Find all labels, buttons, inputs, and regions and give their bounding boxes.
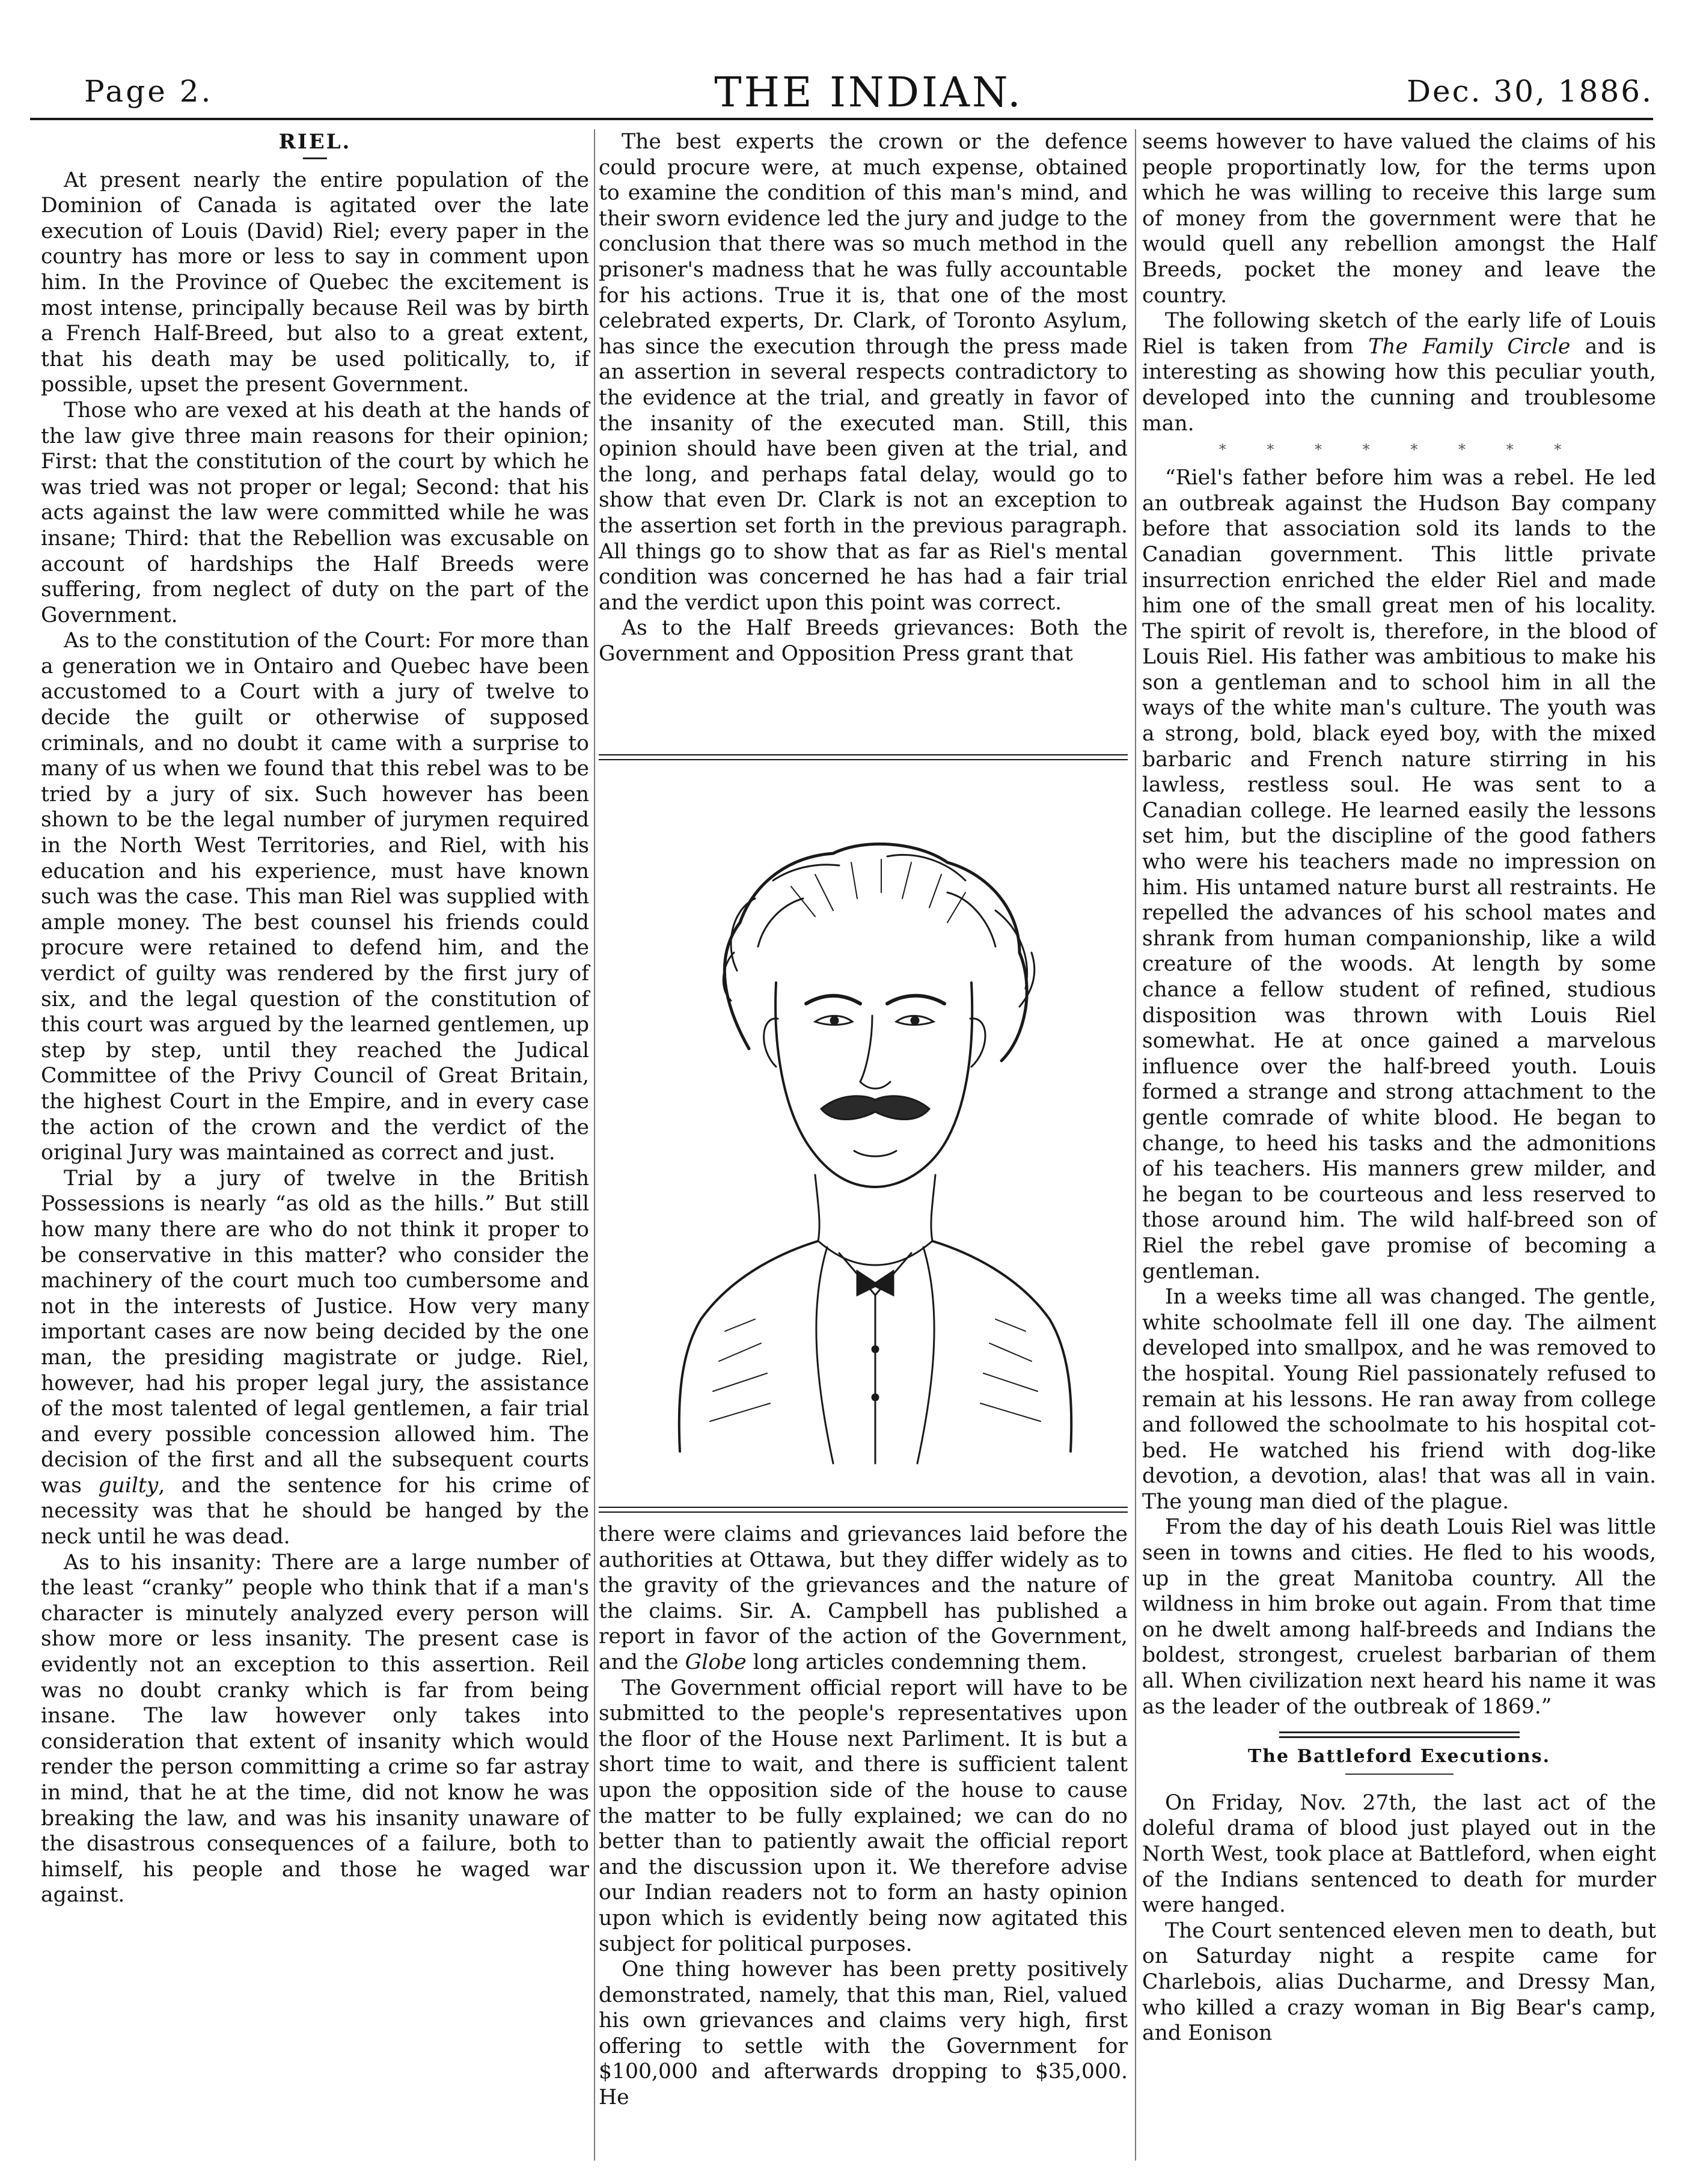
text-run: long articles condemning them. [746,1650,1087,1674]
article-title-riel: RIEL. [278,130,352,154]
paragraph [41,1166,589,1550]
paragraph: The Court sentenced eleven men to death, but on Saturday night a respite came for Charlebois, alias Ducharme, and Dressy Man, who killed a crazy woman in Big Bear's camp, and Eonison [1142,1918,1656,2046]
paper-title: THE INDIAN. [714,69,1023,117]
column-divider [594,129,595,2161]
paragraph: “Riel's father before him was a rebel. He led an outbreak against the Hudson Bay company before that association sold its lands to the Canadian government. This little private insurrection enriched the elder Riel and made him one of the small great men of his locality. The spirit of revolt is, therefore, in the blood of Louis Riel. His father was ambitious to make his son a gentleman and to school him in all the ways of the white man's culture. The youth was a strong, bold, black eyed boy, with the mixed barbaric and French nature stirring in his lawless, restless soul. He was sent to a Canadian college. He learned easily the lessons set him, but the discipline of the good fathers who were his teachers made no impression on him. His untamed nature burst all restraints. He repelled the advances of his school mates and shrank from human companionship, like a wild creature of the woods. At length by some chance a fellow student of refined, studious disposition was thrown with Louis Riel somewhat. He at once gained a marvelous influence over the half-breed youth. Louis formed a strange and strong attachment to the gentle comrade of white blood. He began to change, to heed his tasks and the admonitions of his teachers. His manners grew milder, and he began to be courteous and less reserved to those around him. The wild half-breed son of Riel the rebel gave promise of becoming a gentleman. [1142,466,1656,1284]
frame-rule [599,759,1128,760]
italic-source: The Family Circle [1368,334,1571,359]
portrait-engraving [635,790,1092,1487]
paragraph: seems however to have valued the claims of his people proportinatly low, for the terms upon which he was willing to receive this large sum of money from the government were that he would quell any rebellion amongst the Half Breeds, pocket the money and leave the country. [1142,130,1656,308]
paragraph: At present nearly the entire population of the Dominion of Canada is agitated over the late execution of Louis (David) Riel; every paper in the country has more or less to say in comment upon him. In the Province of Quebec the excitement is most intense, principally because Reil was by birth a French Half-Breed, but also to a great extent, that his death may be used politically, to, if possible, upset the present Government. [41,168,589,397]
paragraph: The Government official report will have to be submitted to the people's representatives upon the floor of the House next Parliment. It is but a short time to wait, and there is sufficient talent upon the opposition side of the house to cause the matter to be fully explained; we can do no better than to patiently await the official report and the discussion upon it. We therefore advise our Indian readers not to form an hasty opinion upon which is evidently being now agitated this subject for political purposes. [599,1676,1128,1956]
paragraph [1142,308,1656,436]
paragraph: As to the Half Breeds grievances: Both the Government and Opposition Press grant that [599,616,1128,666]
column-2 [599,129,1128,666]
masthead-rule [30,118,1653,120]
paragraph [599,1522,1128,1676]
masthead [78,69,1659,123]
title-rule [303,157,327,159]
article-title-battleford: The Battleford Executions. [1247,1746,1551,1768]
page-label: Page 2. [84,74,213,109]
paragraph: In a weeks time all was changed. The gentle, white schoolmate fell ill one day. The ailment developed into smallpox, and he was removed to the hospital. Young Riel passionately refused to remain at his lessons. He ran away from college and followed the schoolmate to his hospital cot-bed. He watched his friend with dog-like devotion, a devotion, alas! that was all in vain. The young man died of the plague. [1142,1285,1656,1514]
paragraph: On Friday, Nov. 27th, the last act of the doleful drama of blood just played out in the North West, took place at Battleford, when eight of the Indians sentenced to death for murder were hanged. [1142,1790,1656,1918]
frame-rule [599,1507,1128,1508]
italic-globe: Globe [685,1650,747,1674]
text-run: Trial by a jury of twelve in the British Possessions is nearly “as old as the hills.” But still how many there are who do not think it proper to be conservative in this matter? who consider the machinery of the court much too cumbersome and not in the interests of Justice. How very many important cases are now being decided by the one man, the presiding magistrate or judge. Riel, however, had his proper legal jury, the assistance of the most talented of legal gentlemen, a fair trial and every possible concession allowed him. The decision of the first and all the subsequent courts was [41,1166,589,1498]
column-divider [1135,129,1136,2161]
paragraph: The best experts the crown or the defence could procure were, at much expense, obtained to examine the condition of this man's mind, and their sworn evidence led the jury and judge to the conclusion that there was so much method in the prisoner's madness that he was fully accountable for his actions. True it is, that one of the most celebrated experts, Dr. Clark, of Toronto Asylum, has since the execution through the press made an assertion in several respects contradictory to the evidence at the trial, and greatly in favor of the insanity of the executed man. Still, this opinion should have been given at the trial, and the long, and perhaps fatal delay, would go to show that even Dr. Clark is not an exception to the assertion set forth in the previous paragraph. All things go to show that as far as Riel's mental condition was concerned he has had a fair trial and the verdict upon this point was correct. [599,130,1128,615]
paragraph: Those who are vexed at his death at the hands of the law give three main reasons for their opinion; First: that the constitution of the court by which he was tried was not proper or legal; Second: that his acts against the law were committed while he was insane; Third: that the Rebellion was excusable on account of hardships the Half Breeds were suffering, from neglect of duty on the part of the Government. [41,398,589,627]
text-run: there were claims and grievances laid before the authorities at Ottawa, but they differ widely as to the gravity of the grievances and the nature of the claims. Sir. A. Campbell has published a report in favor of the action of the Government, and the [599,1522,1128,1674]
paragraph: As to his insanity: There are a large number of the least “cranky” people who think that if a man's character is minutely analyzed every person will show more or less insanity. The present case is evidently not an exception to this assertion. Reil was no doubt cranky which is far from being insane. The law however only takes into consideration that extent of insanity which would render the person committing a crime so far astray in mind, that he at the time, did not know he was breaking the law, and was his insanity unaware of the disastrous consequences of a failure, both to himself, his people and those he waged war against. [41,1550,589,1908]
text-run: The following sketch of the early life of Louis Riel is taken from [1142,309,1656,359]
column-1 [41,129,589,1908]
issue-date: Dec. 30, 1886. [1406,74,1653,109]
text-run: , and the sentence for his crime of necessity was that he should be hanged by the neck until he was dead. [41,1473,589,1549]
column-2-continued [599,1522,1128,2111]
italic-guilty: guilty [98,1473,159,1498]
frame-rule [599,754,1128,755]
paragraph: One thing however has been pretty positively demonstrated, namely, that this man, Riel, valued his own grievances and claims very high, first offering to settle with the Government for $100,000 and afterwards dropping to $35,000. He [599,1957,1128,2110]
section-rule [1279,1731,1520,1738]
paragraph: As to the constitution of the Court: For more than a generation we in Ontairo and Quebec have been accustomed to a Court with a jury of twelve to decide the guilt or otherwise of supposed criminals, and no doubt it came with a surprise to many of us when we found that this rebel was to be tried by a jury of six. Such however has been shown to be the legal number of jurymen required in the North West Territories, and Riel, with his education and his experience, must have known such was the case. This man Riel was supplied with ample money. The best counsel his friends could procure were retained to defend him, and the verdict of guilty was rendered by the first jury of six, and the legal question of the constitution of this court was argued by the learned gentlemen, up step by step, until they reached the Judical Committee of the Privy Council of Great Britain, the highest Court in the Empire, and in every case the action of the crown and the verdict of the original Jury was maintained as correct and just. [41,629,589,1165]
column-3 [1142,129,1656,2046]
text-run: and is interesting as showing how this peculiar youth, developed into the cunning and troublesome man. [1142,334,1656,436]
frame-rule [599,1511,1128,1513]
title-rule [1345,1774,1454,1775]
paragraph: From the day of his death Louis Riel was little seen in towns and cities. He fled to his woods, up in the great Manitoba country. All the wildness in him broke out again. From that time on he dwelt among half-breeds and Indians the boldest, strongest, cruelest barbarian of them all. When civilization next heard his name it was as the leader of the outbreak of 1869.” [1142,1515,1656,1719]
portrait-illustration [599,754,1128,1518]
section-asterisks: * * * * * * * * [1218,441,1580,459]
